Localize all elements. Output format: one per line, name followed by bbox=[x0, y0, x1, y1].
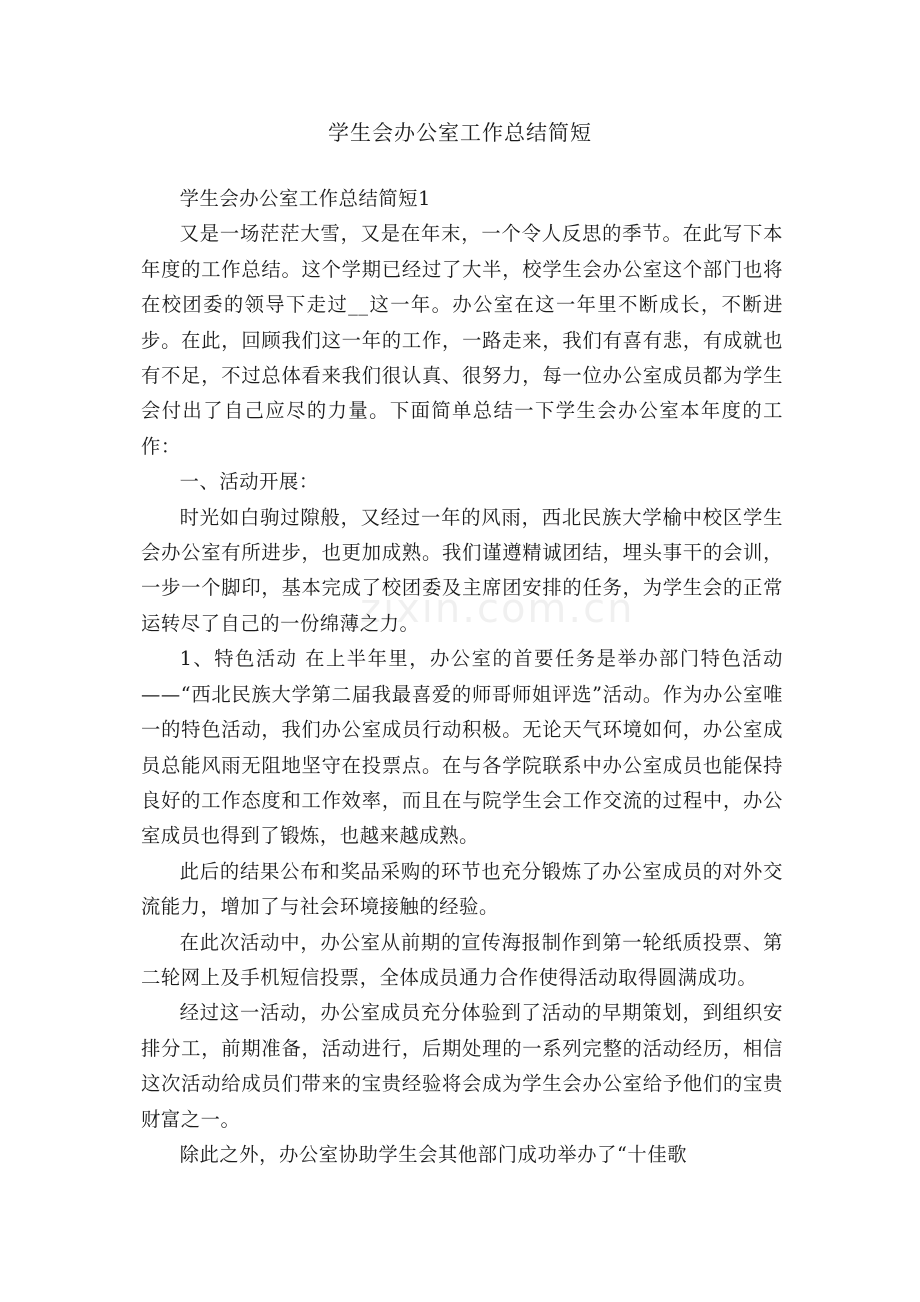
paragraph: 除此之外，办公室协助学生会其他部门成功举办了“十佳歌 bbox=[179, 1142, 688, 1166]
paragraph: 经过这一活动，办公室成员充分体验到了活动的早期策划，到组织安排分工，前期准备，活动进行，后期处理的一系列完整的活动经历，相信这次活动给成员们带来的宝贵经验将会成为学生会办公室给予他们的宝贵财富之一。 bbox=[141, 1001, 783, 1131]
paragraph: 在此次活动中，办公室从前期的宣传海报制作到第一轮纸质投票、第二轮网上及手机短信投票，全体成员通力合作使得活动取得圆满成功。 bbox=[141, 930, 783, 989]
document-title: 学生会办公室工作总结简短 bbox=[328, 121, 592, 145]
document-body bbox=[141, 181, 783, 1172]
paragraph: 此后的结果公布和奖品采购的环节也充分锻炼了办公室成员的对外交流能力，增加了与社会环境接触的经验。 bbox=[141, 859, 783, 919]
section-heading: 学生会办公室工作总结简短1 bbox=[179, 187, 432, 210]
paragraph: 时光如白驹过隙般，又经过一年的风雨，西北民族大学榆中校区学生会办公室有所进步，也更加成熟。我们谨遵精诚团结，埋头事干的会训，一步一个脚印，基本完成了校团委及主席团安排的任务，为学生会的正常运转尽了自己的一份绵薄之力。 bbox=[141, 505, 783, 635]
paragraph: 又是一场茫茫大雪，又是在年末，一个令人反思的季节。在此写下本年度的工作总结。这个学期已经过了大半，校学生会办公室这个部门也将在校团委的领导下走过__这一年。办公室在这一年里不断成长，不断进步。在此，回顾我们这一年的工作，一路走来，我们有喜有悲，有成就也有不足，不过总体看来我们很认真、很努力，每一位办公室成员都为学生会付出了自己应尽的力量。下面简单总结一下学生会办公室本年度的工作： bbox=[141, 222, 783, 458]
paragraph: 1、特色活动 在上半年里，办公室的首要任务是举办部门特色活动——“西北民族大学第二届我最喜爱的师哥师姐评选”活动。作为办公室唯一的特色活动，我们办公室成员行动积极。无论天气环境如何，办公室成员总能风雨无阻地坚守在投票点。在与各学院联系中办公室成员也能保持良好的工作态度和工作效率，而且在与院学生会工作交流的过程中，办公室成员也得到了锻炼，也越来越成熟。 bbox=[141, 647, 783, 848]
subheading: 一、活动开展： bbox=[179, 470, 319, 494]
watermark: zixin.com.cn bbox=[360, 586, 635, 632]
